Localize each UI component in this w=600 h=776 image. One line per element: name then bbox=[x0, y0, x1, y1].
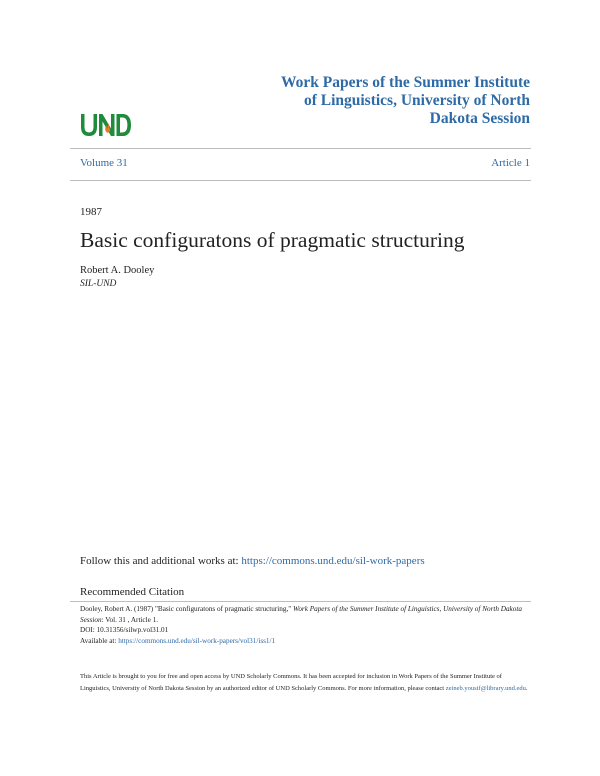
citation-divider bbox=[70, 601, 531, 602]
logo-letter-n bbox=[99, 114, 115, 136]
author-affiliation: SIL-UND bbox=[80, 279, 117, 289]
volume-link[interactable]: Volume 31 bbox=[80, 157, 128, 169]
series-url-link[interactable]: https://commons.und.edu/sil-work-papers bbox=[241, 555, 425, 567]
citation-url-link[interactable]: https://commons.und.edu/sil-work-papers/vol31/iss1/1 bbox=[118, 636, 276, 645]
recommended-citation-heading: Recommended Citation bbox=[80, 586, 185, 598]
citation-text: Dooley, Robert A. (1987) "Basic configuratons of pragmatic structuring," bbox=[80, 605, 293, 613]
citation-volume: : Vol. 31 , Article 1. bbox=[101, 615, 158, 624]
footer-note bbox=[80, 671, 532, 696]
citation-journal: Work Papers of the Summer Institute of Linguistics, University of North Dakota Session bbox=[80, 605, 522, 624]
citation-block bbox=[80, 604, 530, 646]
article-number-link[interactable]: Article 1 bbox=[491, 157, 530, 169]
citation-available-prefix: Available at: bbox=[80, 636, 119, 645]
publication-year: 1987 bbox=[80, 206, 102, 218]
und-logo[interactable] bbox=[80, 112, 132, 138]
footer-text: This Article is brought to you for free and open access by UND Scholarly Commons. It has been accepted for inclusion in Work Papers of the Summer Institute of Linguistics, University of North Dakota Session by an authorized editor of UND Scholarly Commons. For more information, please contact bbox=[80, 673, 502, 693]
footer-end: . bbox=[525, 685, 528, 693]
header-divider-top bbox=[70, 148, 531, 149]
contact-email-link[interactable]: zeineb.yousif@library.und.edu bbox=[445, 685, 526, 693]
follow-line bbox=[80, 555, 425, 567]
logo-letter-u bbox=[81, 114, 97, 136]
article-title: Basic configuratons of pragmatic structuring bbox=[80, 228, 465, 252]
follow-prefix: Follow this and additional works at: bbox=[80, 555, 242, 567]
citation-doi: DOI: 10.31356/silwp.vol31.01 bbox=[80, 626, 169, 635]
logo-letter-d bbox=[117, 114, 132, 136]
journal-title-link[interactable]: Work Papers of the Summer Institute of Linguistics, University of North Dakota Session bbox=[281, 74, 530, 127]
header-divider-bottom bbox=[70, 180, 531, 181]
author-name: Robert A. Dooley bbox=[80, 265, 155, 276]
